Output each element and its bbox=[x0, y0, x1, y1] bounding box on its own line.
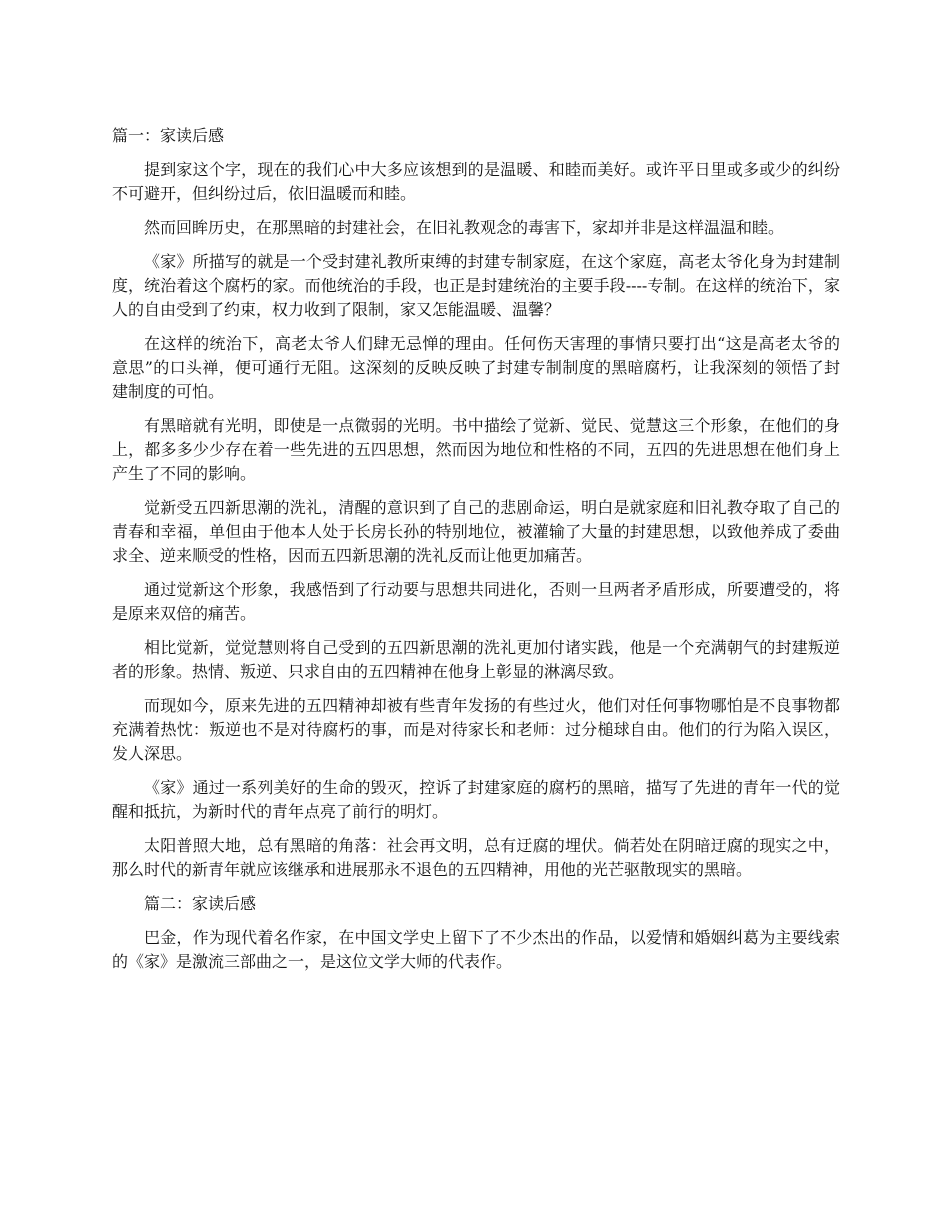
paragraph: 在这样的统治下，高老太爷人们肆无忌惮的理由。任何伤天害理的事情只要打出“这是高老太爷的意思”的口头禅，便可通行无阻。这深刻的反映反映了封建专制制度的黑暗腐朽，让我深刻的领悟了封建制度的可怕。 bbox=[112, 334, 840, 401]
paragraph: 提到家这个字，现在的我们心中大多应该想到的是温暖、和睦而美好。或许平日里或多或少的纠纷不可避开，但纠纷过后，依旧温暖而和睦。 bbox=[112, 160, 840, 203]
paragraph: 通过觉新这个形象，我感悟到了行动要与思想共同进化，否则一旦两者矛盾形成，所要遭受的，将是原来双倍的痛苦。 bbox=[112, 580, 840, 623]
paragraph: 而现如今，原来先进的五四精神却被有些青年发扬的有些过火，他们对任何事物哪怕是不良事物都充满着热忱：叛逆也不是对待腐朽的事，而是对待家长和老师：过分槌球自由。他们的行为陷入误区，发人深思。 bbox=[112, 696, 840, 763]
document-body bbox=[112, 124, 840, 984]
paragraph: 相比觉新，觉觉慧则将自己受到的五四新思潮的洗礼更加付诸实践，他是一个充满朝气的封建叛逆者的形象。热情、叛逆、只求自由的五四精神在他身上彰显的淋漓尽致。 bbox=[112, 638, 840, 681]
paragraph: 然而回眸历史，在那黑暗的封建社会，在旧礼教观念的毒害下，家却并非是这样温温和睦。 bbox=[144, 218, 785, 237]
section-heading-2: 篇二：家读后感 bbox=[144, 894, 257, 913]
paragraph: 觉新受五四新思潮的洗礼，清醒的意识到了自己的悲剧命运，明白是就家庭和旧礼教夺取了自己的青春和幸福，单但由于他本人处于长房长孙的特别地位，被灌输了大量的封建思想，以致他养成了委曲求全、逆来顺受的性格，因而五四新思潮的洗礼反而让他更加痛苦。 bbox=[112, 498, 840, 565]
paragraph: 《家》通过一系列美好的生命的毁灭，控诉了封建家庭的腐朽的黑暗，描写了先进的青年一代的觉醒和抵抗，为新时代的青年点亮了前行的明灯。 bbox=[112, 778, 840, 821]
paragraph: 《家》所描写的就是一个受封建礼教所束缚的封建专制家庭，在这个家庭，高老太爷化身为封建制度，统治着这个腐朽的家。而他统治的手段，也正是封建统治的主要手段----专制。在这样的统治下，家人的自由受到了约束，权力收到了限制，家又怎能温暖、温馨？ bbox=[112, 252, 840, 319]
section-heading-1: 篇一：家读后感 bbox=[112, 126, 225, 145]
paragraph: 有黑暗就有光明，即使是一点微弱的光明。书中描绘了觉新、觉民、觉慧这三个形象，在他们的身上，都多多少少存在着一些先进的五四思想，然而因为地位和性格的不同，五四的先进思想在他们身上产生了不同的影响。 bbox=[112, 416, 840, 483]
paragraph: 太阳普照大地，总有黑暗的角落：社会再文明，总有迂腐的埋伏。倘若处在阴暗迂腐的现实之中，那么时代的新青年就应该继承和进展那永不退色的五四精神，用他的光芒驱散现实的黑暗。 bbox=[112, 836, 840, 879]
paragraph: 巴金，作为现代着名作家，在中国文学史上留下了不少杰出的作品，以爱情和婚姻纠葛为主要线索的《家》是激流三部曲之一，是这位文学大师的代表作。 bbox=[112, 928, 840, 971]
